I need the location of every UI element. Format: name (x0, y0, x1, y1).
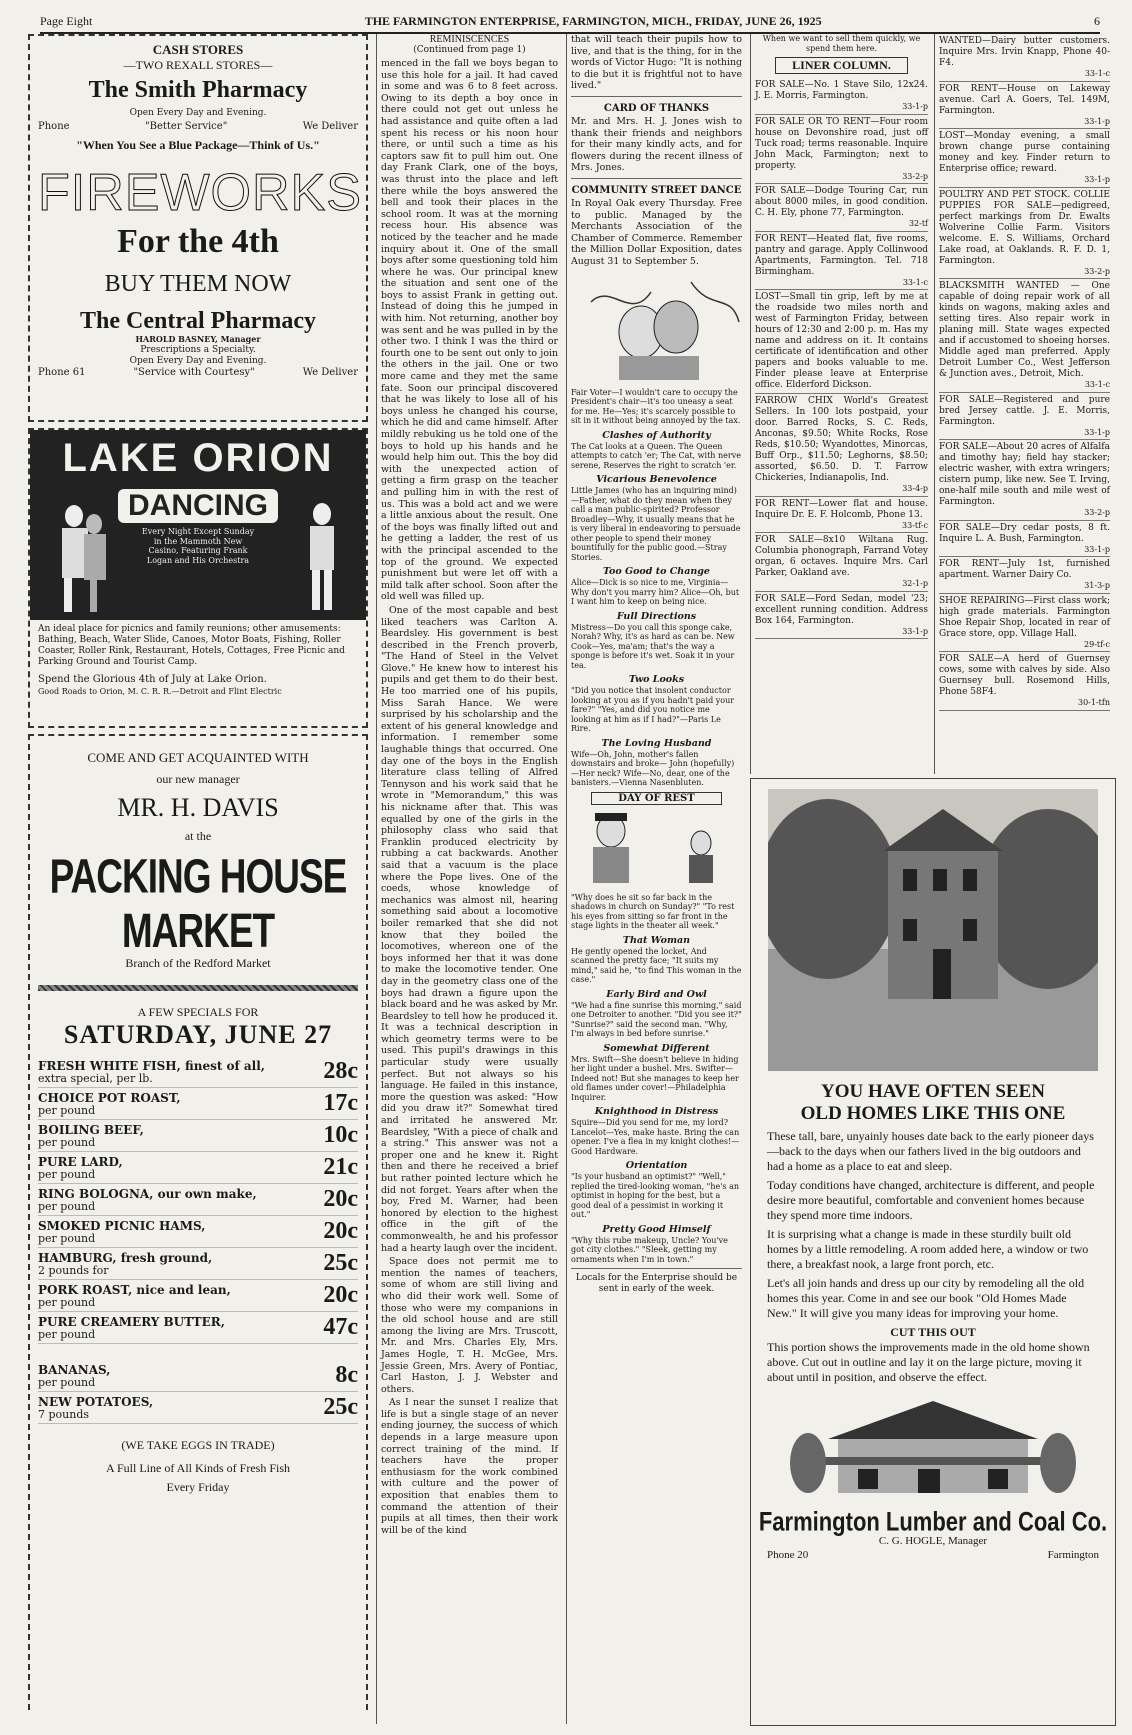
joke-title: Two Looks (628, 674, 685, 685)
joke-title: Clashes of Authority (602, 429, 711, 441)
classified-ads-1 (755, 78, 928, 639)
day-of-rest-title: DAY OF REST (591, 792, 722, 805)
joke-title: That Woman (622, 934, 691, 946)
price-row (38, 1056, 358, 1088)
classified-ad (755, 290, 928, 394)
street-dance: In Royal Oak every Thursday. Free to public. Managed by the Merchants Association of the Chamber of Commerce. Remember the Million Dollar Exposition, dates August 31 to September 5. (571, 197, 742, 267)
joke-title: Pretty Good Himself (602, 1223, 711, 1235)
joke-body: Little James (who has an inquiring mind)—Father, what do they mean when they call a man public-spirited? Professor Broadley—Why, it usually means that he is very liberal in endeavoring to persuade other people to spend their money bountifully for the public good.—Stray Stories. (571, 486, 741, 562)
price-value: 21c (323, 1154, 358, 1180)
joke-title: Vicarious Benevolence (596, 474, 717, 485)
classified-ad (939, 188, 1110, 280)
joke-title: Orientation (625, 1160, 688, 1171)
lumber-p2: Today conditions have changed, architecture is different, and people desire more beautiful, comfortable and convenient homes because they spend more time indoors. (767, 1178, 1095, 1222)
packing-branch: Branch of the Redford Market (125, 956, 271, 970)
lake-orion-spend: Spend the Glorious 4th of July at Lake Orion. (38, 674, 267, 685)
price-item-unit: per pound (38, 1296, 96, 1309)
dancing-label: DANCING (118, 489, 278, 523)
price-item (38, 1396, 153, 1421)
price-item-unit: per pound (38, 1376, 96, 1389)
classified-ad (755, 533, 928, 592)
classified-ad-ref: 32-1-p (902, 579, 928, 588)
price-row (38, 1392, 358, 1424)
packing-house-ad (28, 734, 368, 1714)
price-item (38, 1060, 265, 1085)
joke-body: Mrs. Swift—She doesn't believe in hiding her light under a bushel. Mrs. Swifter—Indeed not! But she manages to keep her old flames under cover!—Philadelphia Inquirer. (571, 1054, 739, 1102)
price-value: 20c (323, 1186, 358, 1212)
price-value: 10c (323, 1122, 358, 1148)
dancing-couple-illustration (44, 500, 114, 616)
central-manager: HAROLD BASNEY, Manager (135, 334, 261, 344)
jokes-list-2 (571, 935, 742, 1265)
lumber-p4: Let's all join hands and dress up our city by remodeling all the old homes this year. Come in and see our book "Old Homes Made New." It will give you many ideas for improving your home. (767, 1276, 1085, 1320)
reminiscences-title: REMINISCENCES (429, 34, 510, 45)
lumber-heading-1: YOU HAVE OFTEN SEEN (820, 1081, 1045, 1102)
price-row (38, 1120, 358, 1152)
classified-ad-text: FOR SALE—A herd of Guernsey cows, some with calves by side. Also Guernsey bull. Rosemond Hills, Phone 58F4. (939, 654, 1110, 697)
classified-ad-text: FOR SALE—No. 1 Stave Silo, 12x24. J. E. Morris, Farmington. (755, 80, 928, 101)
price-item (38, 1092, 181, 1117)
reminiscences-p1: menced in the fall we boys began to use this hole for a jail. It had caved in some and was 6 to 8 feet across. Owing to its depth a boy once in there could not get out unless he had assistance and quite often a lad spent his recess or his noon hour there, or until such a time as his captors saw fit to pull him out. One day Frank Clark, one of the boys, was thrust into the place and left there while the boys answered the bell and took their places in the school room. It was at the morning recess hour. His absence was noticed by the teacher and he made inquiry about it. One of the small boys after some questioning told him where he was. Our principal knew the situation and sent one of the boys to assist Frank in getting out. Instead of doing this he jumped in with him. Not returning, another boy was sent and he was pulled in by the other two. I think I was the third or fourth one to be sent out only to join the others in the jail. One or two more came and they met the same fate. Soon our principal discovered that he was likely to lose all of his boys unless he changed his course, which he did and came himself. After mildly rebuking us he told one of the boys to hold up his hands and he would help him out. This the boy did with the unexpected action of getting a firm grasp on the teacher and pulling him in with the rest of us. This was a bold act and we were a little anxious about the result. One of the boys was finally lifted out and he getting a ladder, the rest of us with the principal ascended to the top of the ground. We expected punishment but were let off with a mild talk after school. Soon after the old well was filled up. (381, 58, 558, 603)
fireworks-buy: BUY THEM NOW (104, 271, 292, 297)
cash-stores: CASH STORES (152, 42, 244, 57)
fireworks-title: FIREWORKS (38, 164, 362, 222)
price-item-unit: per pound (38, 1232, 96, 1245)
eggs-note: (WE TAKE EGGS IN TRADE) (121, 1438, 275, 1452)
hugo-text: that will teach their pupils how to live, and that is the thing, for in the words of Victor Hugo: "It is nothing to die but it is frightful not to have lived." (571, 34, 742, 92)
day-of-rest-caption: "Why does he sit so far back in the shadows in church on Sunday?" "To rest his eyes from sitting so far front in the stage lights in the theater all week." (571, 892, 735, 930)
price-row (38, 1088, 358, 1120)
joke-body: He gently opened the locket, And scanned the pretty face; "It suits my mind," said he, "to find This woman in the case." (571, 946, 742, 984)
price-item (38, 1188, 257, 1213)
fireworks-sub: For the 4th (117, 223, 279, 260)
classified-ad-text: FOR RENT—House on Lakeway avenue. Carl A. Goers, Tel. 149M, Farmington. (939, 83, 1110, 116)
classified-ad-ref: 33-2-p (1084, 508, 1110, 517)
classified-ad-text: FOR SALE—Registered and pure bred Jersey cattle. J. E. Morris, Farmington. (939, 394, 1110, 427)
classified-ad (755, 115, 928, 185)
classified-ad-text: FOR SALE—Dodge Touring Car, run about 8000 miles, in good condition. C. H. Ely, phone 77, Farmington. (755, 186, 928, 218)
packing-our: our new manager (156, 772, 240, 786)
classified-ad (939, 557, 1110, 594)
packing-manager: MR. H. DAVIS (117, 793, 279, 822)
classified-ad-ref: 33-4-p (902, 484, 928, 493)
card-of-thanks-title: CARD OF THANKS (603, 102, 710, 114)
joke-body: "Is your husband an optimist?" "Well," replied the tired-looking woman, "he's an optimist in hoping for the best, but a good deal of a pessimist in working it out." (571, 1172, 740, 1219)
classified-ad (939, 129, 1110, 188)
packing-title: PACKING HOUSE MARKET (49, 849, 347, 958)
price-item (38, 1156, 123, 1181)
smith-title: The Smith Pharmacy (88, 77, 308, 103)
column-liner-2 (934, 34, 1114, 774)
lake-orion-roads: Good Roads to Orion, M. C. R. R.—Detroit and Flint Electric (38, 687, 282, 696)
classified-ad (939, 440, 1110, 521)
card-of-thanks: Mr. and Mrs. H. J. Jones wish to thank their friends and neighbors for their many kindly acts, and for flowers during the recent illness of Mrs. Jones. (571, 115, 742, 174)
price-value: 20c (323, 1218, 358, 1244)
price-item-name: RING BOLOGNA, our own make, (38, 1187, 257, 1201)
lumber-p3: It is surprising what a change is made in these sturdily built old homes by a little remodeling. A room added here, a window or two there, a breakfast nook, a large front porch, etc. (767, 1227, 1089, 1271)
voter-caption: Fair Voter—I wouldn't care to occupy the President's chair—it's too uneasy a seat for me. He—Yes; it's scarcely possible to sit in it without being annoyed by the tax. (571, 387, 741, 425)
day-of-rest-cartoon (571, 809, 743, 887)
price-item (38, 1252, 212, 1277)
price-value: 17c (323, 1090, 358, 1116)
classified-ad-text: BLACKSMITH WANTED — One capable of doing repair work of all kinds on wagons, making axles and setting tires. Also repair work in planing mill. State wages expected and if accustomed to shoeing horses. Middle aged man preferred. Apply Detroit Lumber Co., West Jefferson & Junction aves., Detroit, Mich. (939, 281, 1110, 379)
classified-ad-ref: 29-tf-c (1084, 639, 1110, 649)
joke-body: "We had a fine sunrise this morning," said one Detroiter to another. "Did you see it?" "Sunrise?" said the second man. "Why, I'm always in bed before sunrise." (571, 1000, 742, 1038)
classified-ad-text: FOR RENT—July 1st, furnished apartment. Warner Dairy Co. (939, 559, 1110, 580)
classified-ad (939, 279, 1110, 393)
price-value: 8c (335, 1362, 358, 1388)
classified-ad (939, 393, 1110, 441)
price-item-name: PORK ROAST, nice and lean, (38, 1283, 231, 1297)
remodeled-home-illustration (788, 1393, 1078, 1501)
classified-ad (755, 497, 928, 534)
smith-pharmacy-ad (28, 34, 368, 422)
classified-ad (939, 34, 1110, 82)
price-item-name: PURE LARD, (38, 1155, 123, 1169)
central-title: The Central Pharmacy (80, 308, 316, 334)
classified-ad-ref: 33-1-p (902, 626, 928, 636)
page-number: Page Eight (40, 13, 93, 28)
lumber-town: Farmington (1047, 1549, 1099, 1561)
lake-orion-body: An ideal place for picnics and family reunions; other amusements: Bathing, Beach, Water Slide, Canoes, Motor Boats, Fishing, Roller Coaster, Roller Rink, Restaurant, Hotels, Cottages, Free Picnic and Parking Ground and Tourist Camp. (38, 624, 345, 667)
smith-service: "Better Service" (145, 121, 228, 132)
classified-ad-ref: 33-1-p (902, 102, 928, 111)
price-value: 25c (323, 1250, 358, 1276)
price-item-unit: 2 pounds for (38, 1264, 109, 1277)
price-item-name: BANANAS, (38, 1363, 111, 1377)
column-misc (566, 34, 746, 1724)
price-item-unit: per pound (38, 1104, 96, 1117)
classified-ad-text: LOST—Small tin grip, left by me at the roadside two miles north and west of Farmington Friday, between hours of 12:30 and 2:00 p. m. Has my name and address on it. It contains certificate of identification and other papers and books valuable to me. Finder please leave at Enterprise office. Elderford Dickson. (755, 292, 928, 390)
joke-title: Too Good to Change (603, 566, 710, 577)
central-service: "Service with Courtesy" (133, 366, 255, 378)
cut-this-out-text: This portion shows the improvements made in the old home shown above. Cut out in outline and lay it on the large picture, moving it about until in position, and observe the effect. (767, 1340, 1090, 1384)
street-dance-title: COMMUNITY STREET DANCE (571, 184, 742, 196)
classified-ad-text: FOR SALE—About 20 acres of Alfalfa and timothy hay; field hay stacker; electric washer, with extra wringers; cistern pump, like new. See T. Irving, one-half mile south and mile west of Farmington. (939, 442, 1110, 507)
price-item-name: SMOKED PICNIC HAMS, (38, 1219, 206, 1233)
price-value: 28c (323, 1058, 358, 1084)
liner-intro: When we want to sell them quickly, we spend them here. (762, 34, 921, 53)
price-item-name: FRESH WHITE FISH, finest of all, (38, 1059, 265, 1073)
liner-title: LINER COLUMN. (775, 57, 908, 74)
lumber-phone: Phone 20 (767, 1549, 809, 1561)
jokes-list (571, 430, 742, 788)
reminiscences-p4: As I near the sunset I realize that life is but a single stage of an never ending journey, the success of which depends in a large measure upon correct training of the mind. If teachers have the proper enthusiasm for the work combined with culture and the power of exposition that enables them to command the attention of their pupils at all times, then their work will be of the kind (381, 1397, 558, 1536)
cut-this-out-title: CUT THIS OUT (890, 1325, 976, 1339)
joke-body: "Why this rube makeup, Uncle? You've got city clothes." "Sleek, getting my ornaments when I'm in town." (571, 1235, 728, 1264)
classified-ad-text: FOR RENT—Lower flat and house. Inquire Dr. E. F. Holcomb, Phone 13. (755, 498, 928, 520)
classified-ad (755, 184, 928, 232)
joke-title: Full Directions (616, 610, 697, 622)
classified-ad-text: FOR SALE—8x10 Wiltana Rug. Columbia phonograph, Farrand Votey organ, 6 octaves. Inquire Mrs. Carl Parker, Oakland ave. (755, 535, 928, 578)
price-item-name: NEW POTATOES, (38, 1395, 154, 1409)
joke-body: The Cat looks at a Queen. The Queen attempts to catch 'er; The Cat, with nerve serene, Reserves the right to scratch 'er. (571, 441, 741, 470)
classified-ad (755, 394, 928, 497)
specials-heading: A FEW SPECIALS FOR (137, 1005, 259, 1019)
price-item-name: BOILING BEEF, (38, 1123, 144, 1137)
price-item-name: HAMBURG, fresh ground, (38, 1251, 213, 1265)
paper-title: THE FARMINGTON ENTERPRISE, FARMINGTON, MICH., FRIDAY, JUNE 26, 1925 (364, 13, 822, 28)
decorative-rule (38, 985, 358, 991)
lumber-p1: These tall, bare, unyainly houses date back to the early pioneer days—back to the days when our fathers lived in the big outdoors and had a home as a place to eat and sleep. (767, 1129, 1094, 1173)
smith-phone: Phone (38, 121, 70, 132)
smith-slogan: "When You See a Blue Package—Think of Us." (76, 138, 320, 152)
joke-body: "Did you notice that insolent conductor looking at you as if you hadn't paid your fare?" "Yes, and did you notice me looking at him as if I had?"—Paris Le Rire. (571, 686, 735, 733)
price-item-unit: per pound (38, 1168, 96, 1181)
column-ads-left (28, 34, 368, 1714)
classified-ad-ref: 30-1-tfn (1077, 698, 1110, 707)
central-deliver: We Deliver (302, 366, 358, 378)
classified-ad-ref: 33-2-p (902, 171, 928, 181)
packing-come: COME AND GET ACQUAINTED WITH (87, 750, 309, 765)
classified-ad (939, 82, 1110, 130)
classified-ad-ref: 33-1-c (1084, 69, 1110, 78)
central-open: Open Every Day and Evening. (129, 355, 267, 366)
classified-ad-text: FOR SALE OR TO RENT—Four room house on Devonshire road, just off Tuck road; terms reasonable. Inquire John Mack, Farmington; next to property. (755, 116, 928, 171)
classified-ad-text: FARROW CHIX World's Greatest Sellers. In 100 lots postpaid, your door. Barred Rocks, S. C. Reds, Anconas, $9.50; White Rocks, Rose Reds, $10.50; Wyandottes, Minorcas, Buff Orp., $11.50; Leghorns, $8.50; assorted, $6.50. D. T. Farrow Chickeries, Indianapolis, Ind. (755, 396, 928, 483)
lumber-ad (750, 778, 1116, 1726)
classified-ad (755, 232, 928, 291)
old-home-photo (768, 789, 1098, 1071)
price-item-unit: extra special, per lb. (38, 1072, 153, 1085)
classified-ad (755, 592, 928, 640)
price-item-name: CHOICE POT ROAST, (38, 1091, 181, 1105)
classified-ad-ref: 31-3-p (1084, 581, 1110, 590)
price-item (38, 1316, 225, 1341)
price-item-unit: per pound (38, 1136, 96, 1149)
reminiscences-p2: One of the most capable and best liked teachers was Carlton A. Beardsley. His government is best described in the French proverb, "The Hand of Steel in the Velvet Glove." He knew how to interest his pupils and get them to do their best. He too married one of his pupils, Miss Sarah Hance. We were surprised by his scholarship and the extent of his general knowledge and information. I remember some laughable things that occurred. One day one of the boys in the English literature class telling of Alfred Tennyson and his work said that he wrote in "Memorandum," this was his nickname after that. This was equalled by one of the girls in the philosophy class who said that Franklin produced electricity by rubbing a cat backwards. Another said that a vacuum is the place where the Pope lives. One of the coeds, whose knowledge of mechanics was almost nil, hearing something said about a locomotive boiler remarked that she did not know that they boiled the locomotives, whereon one of the boys informed her that it was done to make the locomotive tender. One day in the geometry class one of the boys had drawn a figure upon the black board and he was asked by Mr. Beardsley to tell how he produced it. It was a technical description in which geometry terms were to be used. This pupil's drawings in this particular study were usually perfect. But not always so his language. He failed in this instance, more the question was asked: "How did you draw it?" Somewhat tired and irritated he answered Mr. Beardsley, "With a piece of chalk and a string." This answer was not a proper one and he knew it. Right then and there he received a brief but rather pointed lecture which he did not forget. Years after when the boy, Fred M. Warner, had been honored by election to the highest office in the gift of the commonwealth, he and his professor had a hearty laugh over the incident. (381, 604, 558, 1254)
specials-day: SATURDAY, JUNE 27 (63, 1020, 333, 1049)
price-item (38, 1284, 231, 1309)
classified-ad-ref: 33-2-p (1084, 266, 1110, 276)
price-row (38, 1216, 358, 1248)
packing-at: at the (184, 829, 212, 843)
joke-title: Knighthood in Distress (594, 1106, 719, 1117)
classified-ad-text: FOR SALE—Dry cedar posts, 8 ft. Inquire L. A. Bush, Farmington. (939, 522, 1110, 544)
lumber-manager: C. G. HOGLE, Manager (878, 1535, 988, 1547)
price-row (38, 1280, 358, 1312)
classified-ad-ref: 33-1-p (1084, 116, 1110, 126)
column-liner-1 (750, 34, 932, 774)
classified-ad-ref: 33-1-p (1084, 544, 1110, 554)
classified-ad-text: WANTED—Dairy butter customers. Inquire Mrs. Irvin Knapp, Phone 40-F4. (939, 36, 1110, 68)
reminiscences-cont: (Continued from page 1) (413, 45, 526, 55)
joke-title: Somewhat Different (603, 1042, 710, 1054)
lake-orion-title: LAKE ORION (62, 436, 334, 480)
price-item (38, 1364, 110, 1389)
smith-deliver: We Deliver (302, 121, 358, 132)
classified-ads-2 (939, 34, 1110, 711)
classified-ad-text: LOST—Monday evening, a small brown change purse containing money and key. Finder return to Enterprise office; reward. (939, 131, 1110, 174)
bather-illustration (292, 500, 352, 616)
price-value: 25c (323, 1394, 358, 1420)
classified-ad-ref: 33-tf-c (902, 520, 928, 530)
price-item-unit: per pound (38, 1328, 96, 1341)
price-item (38, 1124, 144, 1149)
voter-cartoon (571, 272, 743, 382)
masthead-right: 6 (1093, 13, 1100, 28)
classified-ad-text: SHOE REPAIRING—First class work; high grade materials. Farmington Shoe Repair Shop, located in rear of Grace store, opp. Village Hall. (939, 595, 1110, 639)
classified-ad-ref: 33-1-c (902, 277, 928, 287)
price-item-unit: 7 pounds (38, 1408, 90, 1421)
classified-ad-ref: 32-tf (908, 219, 928, 228)
classified-ad-text: FOR RENT—Heated flat, five rooms, pantry and garage. Apply Collinwood Apartments, Farmington. Tel. 718 Birmingham. (755, 233, 928, 277)
price-item (38, 1220, 205, 1245)
price-list (38, 1056, 358, 1424)
smith-open: Open Every Day and Evening. (129, 108, 267, 118)
price-item-unit: per pound (38, 1200, 96, 1213)
price-value: 47c (323, 1314, 358, 1340)
joke-body: Alice—Dick is so nice to me, Virginia—Why don't you marry him? Alice—Oh, but I want him to keep on being nice. (571, 578, 740, 606)
classified-ad-ref: 33-1-p (1084, 175, 1110, 184)
reminiscences-p3: Space does not permit me to mention the names of teachers, some of whom are still living and who did their work well. Some of those who were my companions in the old school house and are still among the living are Mrs. Truscott, Mr. and Mrs. Charles Ely, Mrs. James Hogle, T. H. McGee, Mrs. Jessie Green, Mrs. Avery of Pontiac, Carl Haston, J. J. Webster and others. (381, 1256, 558, 1395)
price-row (38, 1360, 358, 1392)
price-row (38, 1312, 358, 1344)
classified-ad-text: POULTRY AND PET STOCK. COLLIE PUPPIES FOR SALE—pedigreed, perfect markings from Dr. Ewalts Wolverine Collie Farm. Visitors welcome. E. S. Williams, Orchard Lake road, at Oaklands. R. F. D. 1, Farmington. (939, 189, 1110, 266)
lake-orion-banner (30, 430, 366, 620)
price-row (38, 1184, 358, 1216)
fish-note: A Full Line of All Kinds of Fresh Fish (105, 1461, 290, 1475)
classified-ad (939, 521, 1110, 558)
classified-ad-text: FOR SALE—Ford Sedan, model '23; excellent running condition. Address Box 164, Farmington. (755, 593, 928, 626)
central-presc: Prescriptions a Specialty. (140, 344, 256, 355)
classified-ad (939, 652, 1110, 711)
classified-ad (939, 594, 1110, 653)
price-item-name: PURE CREAMERY BUTTER, (38, 1315, 225, 1329)
classified-ad-ref: 33-1-c (1084, 380, 1110, 389)
joke-title: The Loving Husband (601, 737, 712, 749)
classified-ad-ref: 33-1-p (1084, 427, 1110, 437)
fish-day: Every Friday (166, 1480, 230, 1494)
lumber-heading-2: OLD HOMES LIKE THIS ONE (800, 1103, 1066, 1124)
lake-orion-ad (28, 428, 368, 728)
rexall-stores: —TWO REXALL STORES— (123, 58, 273, 72)
lumber-company: Farmington Lumber and Coal Co. (758, 1506, 1108, 1537)
price-row (38, 1152, 358, 1184)
joke-body: Wife—Oh, John, mother's fallen downstairs and broke— John (hopefully)—Her neck? Wife—No, dear, one of the banisters.—Vienna Nasenbluten. (571, 749, 735, 787)
joke-title: Early Bird and Owl (606, 988, 707, 1000)
price-row (38, 1248, 358, 1280)
joke-body: Squire—Did you send for me, my lord? Lancelot—Yes, make haste. Bring the can opener. I've a flea in my knight clothes!—Good Hardware. (571, 1118, 740, 1156)
column-reminiscences (376, 34, 562, 1724)
classified-ad (755, 78, 928, 115)
locals-note: Locals for the Enterprise should be sent in early of the week. (575, 1273, 738, 1294)
dancing-schedule: Every Night Except Sunday in the Mammoth New Casino, Featuring Frank Logan and His Orchestra (141, 527, 255, 565)
masthead (40, 10, 1100, 34)
joke-body: Mistress—Do you call this sponge cake, Norah? Why, it's as hard as can be. New Cook—Yes, ma'am; that's the way a sponge is before it's wet. Soak it in your tea. (571, 622, 735, 670)
price-value: 20c (323, 1282, 358, 1308)
central-phone: Phone 61 (38, 366, 86, 378)
